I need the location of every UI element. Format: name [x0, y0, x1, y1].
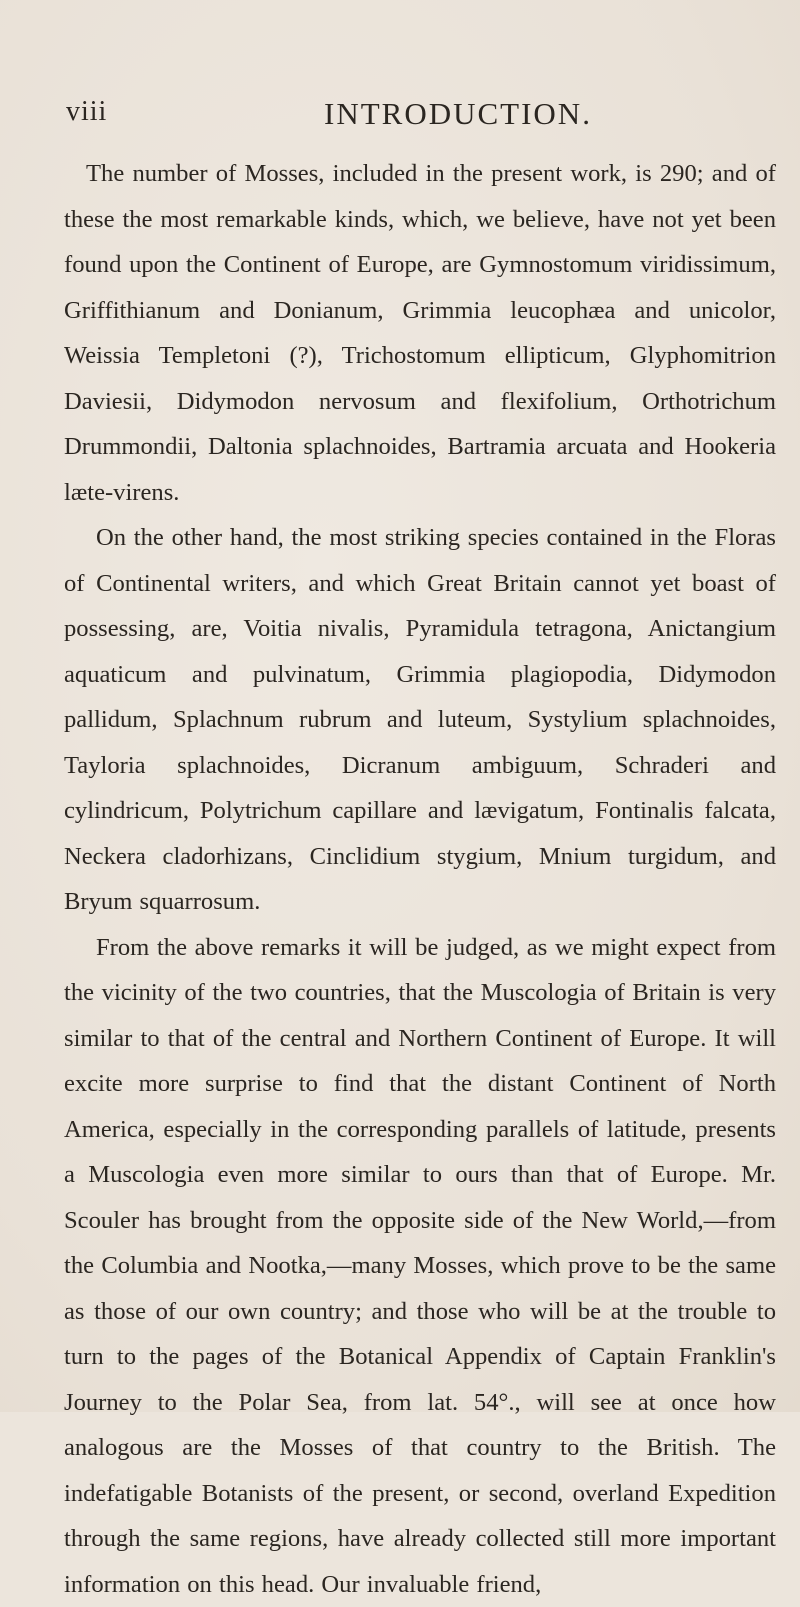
body-text	[64, 151, 776, 1607]
paragraph-mosses-count: The number of Mosses, included in the present work, is 290; and of these the most remarkable kinds, which, we believe, have not yet been found upon the Continent of Europe, are Gymnostomum viridissimum, Griffithianum and Donianum, Grimmia leucophæa and unicolor, Weissia Templetoni (?), Trichostomum ellipticum, Glyphomitrion Daviesii, Didymodon nervosum and flexifolium, Orthotrichum Drummondii, Daltonia splachnoides, Bartramia arcuata and Hookeria læte-virens.	[64, 151, 776, 515]
paragraph-north-america: From the above remarks it will be judged, as we might expect from the vicinity of the two countries, that the Muscologia of Britain is very similar to that of the central and Northern Continent of Europe. It will excite more surprise to find that the distant Continent of North America, especially in the corresponding parallels of latitude, presents a Muscologia even more similar to ours than that of Europe. Mr. Scouler has brought from the opposite side of the New World,—from the Columbia and Nootka,—many Mosses, which prove to be the same as those of our own country; and those who will be at the trouble to turn to the pages of the Botanical Appendix of Captain Franklin's Journey to the Polar Sea, from lat. 54°., will see at once how analogous are the Mosses of that country to the British. The indefatigable Botanists of the present, or second, overland Expedition through the same regions, have already collected still more important information on this head. Our invaluable friend,	[64, 925, 776, 1607]
page-number: viii	[66, 96, 107, 128]
page-header	[66, 96, 760, 140]
running-head: INTRODUCTION.	[324, 96, 592, 132]
paragraph-continental-species: On the other hand, the most striking species contained in the Floras of Continental writers, and which Great Britain cannot yet boast of possessing, are, Voitia nivalis, Pyramidula tetragona, Anictangium aquaticum and pulvinatum, Grimmia plagiopodia, Didymodon pallidum, Splachnum rubrum and luteum, Systylium splachnoides, Tayloria splachnoides, Dicranum ambiguum, Schraderi and cylindricum, Polytrichum capillare and lævigatum, Fontinalis falcata, Neckera cladorhizans, Cinclidium stygium, Mnium turgidum, and Bryum squarrosum.	[64, 515, 776, 925]
